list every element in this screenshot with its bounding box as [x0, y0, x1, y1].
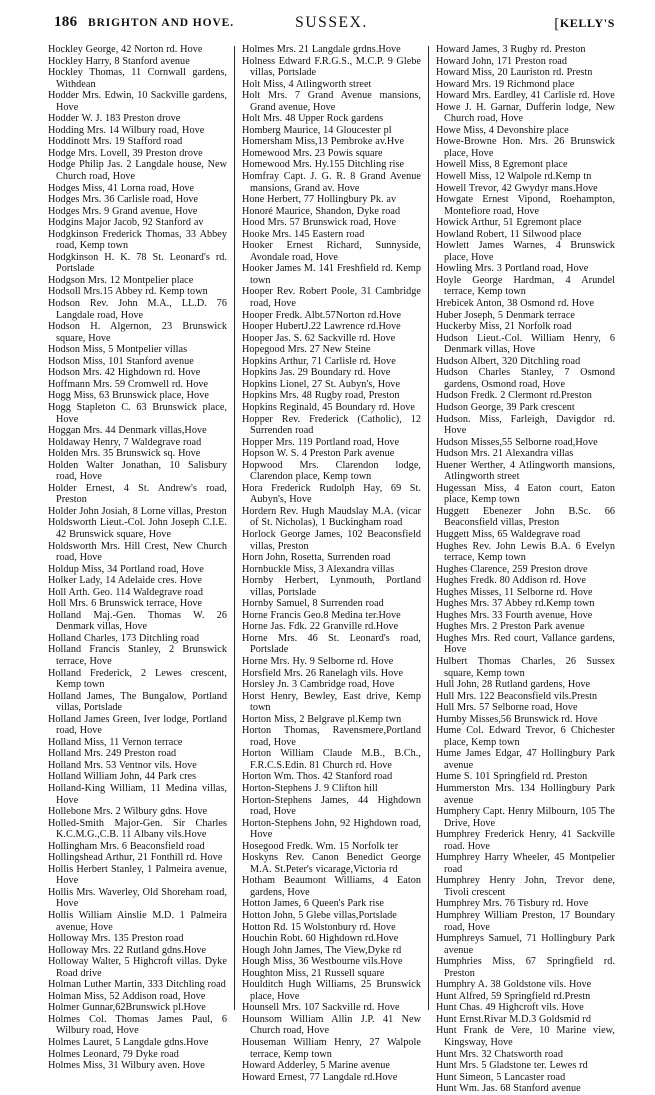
directory-entry: Huggett Ebenezer John B.Sc. 66 Beaconsfield villas, Preston — [436, 505, 615, 529]
directory-column-2 — [242, 44, 421, 1083]
directory-entry: Holt Mrs. 48 Upper Rock gardens — [242, 113, 384, 125]
directory-entry: Hooker Ernest Richard, Sunnyside, Avondale road, Hove — [242, 240, 421, 263]
directory-entry: Hodgins Major Jacob, 92 Stanford av — [48, 217, 204, 229]
directory-entry: Howard John, 171 Preston road — [436, 55, 567, 67]
directory-entry: Holman Miss, 52 Addison road, Hove — [48, 990, 206, 1002]
directory-entry: Hooper Jas. S. 62 Sackville rd. Hove — [242, 332, 396, 344]
directory-entry: Hull Mrs. 57 Selborne road, Hove — [436, 702, 578, 714]
directory-entry: Horton-Stephens John, 92 Highdown road, Hove — [242, 817, 421, 841]
directory-entry: Hudson Albert, 320 Ditchling road — [436, 355, 581, 367]
directory-entry: Hull John, 28 Rutland gardens, Hove — [436, 679, 591, 691]
directory-entry: Holdsworth Lieut.-Col. John Joseph C.I.E. 42 Brunswick square, Hove — [48, 517, 227, 540]
directory-entry: Holland Mrs. 53 Ventnor vils. Hove — [48, 759, 197, 771]
column-divider-2 — [428, 46, 429, 1010]
directory-entry: Huckerby Miss, 21 Norfolk road — [436, 321, 572, 333]
directory-entry: Huener Werther, 4 Atlingworth mansions, Atlingworth street — [436, 459, 615, 483]
directory-entry: Holloway Mrs. 135 Preston road — [48, 933, 184, 945]
directory-entry: Hopkins Mrs. 48 Rugby road, Preston — [242, 390, 400, 402]
directory-entry: Hogg Miss, 63 Brunswick place, Hove — [48, 390, 209, 402]
directory-entry: Hooper Fredk. Albt.57Norton rd.Hove — [242, 309, 402, 321]
directory-entry: Hodding Mrs. 14 Wilbury road, Hove — [48, 124, 205, 136]
directory-entry: Hughes Clarence, 259 Preston drove — [436, 563, 588, 575]
directory-entry: Hume S. 101 Springfield rd. Preston — [436, 771, 588, 783]
directory-entry: Hollis Mrs. Waverley, Old Shoreham road, Hove — [48, 886, 227, 910]
running-head — [48, 14, 615, 38]
directory-entry: Holland Charles, 173 Ditchling road — [48, 632, 200, 644]
directory-entry: Holman Luther Martin, 333 Ditchling road — [48, 979, 226, 991]
directory-entry: Horsfield Mrs. 26 Ranelagh vils. Hove — [242, 667, 404, 679]
directory-entry: Howland Robert, 11 Silwood place — [436, 228, 582, 240]
directory-entry: Hodson H. Algernon, 23 Brunswick square, Hove — [48, 321, 227, 344]
directory-entry: Hughes Rev. John Lewis B.A. 6 Evelyn terrace, Kemp town — [436, 540, 615, 564]
directory-entry: Holloway Walter, 5 Highcroft villas. Dyke Road drive — [48, 956, 227, 979]
directory-entry: Hollingham Mrs. 6 Beaconsfield road — [48, 840, 205, 852]
directory-entry: Homfray Capt. J. G. R. 8 Grand Avenue mansions, Grand av. Hove — [242, 171, 421, 194]
directory-entry: Howlett James Warnes, 4 Brunswick place, Hove — [436, 240, 615, 263]
directory-entry: Hoskyns Rev. Canon Benedict George M.A. St.Peter's vicarage,Victoria rd — [242, 852, 421, 875]
directory-entry: Hornby Herbert, Lynmouth, Portland villas, Portslade — [242, 575, 421, 598]
directory-entry: Hoyle George Hardman, 4 Arundel terrace, Kemp town — [436, 274, 615, 298]
directory-entry: Hume James Edgar, 47 Hollingbury Park avenue — [436, 748, 615, 771]
directory-entry: Hogg Stapleton C. 63 Brunswick place, Hove — [48, 401, 227, 425]
directory-entry: Hughes Misses, 11 Selborne rd. Hove — [436, 586, 593, 598]
directory-entry: Holmes Col. Thomas James Paul, 6 Wilbury road, Hove — [48, 1013, 227, 1037]
directory-entry: Hudson Misses,55 Selborne road,Hove — [436, 436, 598, 448]
page-number: 186 — [54, 14, 78, 30]
directory-entry: Holdup Miss, 34 Portland road, Hove — [48, 563, 204, 575]
directory-entry: Hughes Mrs. 2 Preston Park avenue — [436, 621, 585, 633]
directory-entry: Honoré Maurice, Shandon, Dyke road — [242, 205, 401, 217]
directory-entry: Holland James, The Bungalow, Portland villas, Portslade — [48, 690, 227, 714]
directory-entry: Horsley Jn. 3 Cambridge road, Hove — [242, 679, 395, 691]
directory-entry: Horne Francis Geo.8 Medina ter.Hove — [242, 609, 401, 621]
directory-entry: Hopper Rev. Frederick (Catholic), 12 Surrenden road — [242, 413, 421, 437]
directory-entry: Hodder W. J. 183 Preston drove — [48, 113, 181, 125]
directory-column-3 — [436, 44, 615, 1095]
directory-entry: Howgate Ernest Vipond, Roehampton, Montefiore road, Hove — [436, 194, 615, 217]
directory-entry: Homberg Maurice, 14 Gloucester pl — [242, 124, 392, 136]
directory-entry: Hudson. Miss, Farleigh, Davigdor rd. Hove — [436, 413, 615, 437]
directory-entry: Holker Lady, 14 Adelaide cres. Hove — [48, 575, 202, 587]
directory-entry: Houlditch Hugh Williams, 25 Brunswick place, Hove — [242, 979, 421, 1002]
directory-entry: Hunt Simeon, 5 Lancaster road — [436, 1071, 566, 1083]
directory-entry: Humby Misses,56 Brunswick rd. Hove — [436, 713, 598, 725]
directory-columns — [48, 44, 615, 1095]
directory-entry: Holden Mrs. 35 Brunswick sq. Hove — [48, 448, 201, 460]
directory-entry: Homewood Mrs. Hy.155 Ditchling rise — [242, 159, 405, 171]
directory-entry: Holmer Gunnar,62Brunswick pl.Hove — [48, 1002, 206, 1014]
directory-entry: Horton Wm. Thos. 42 Stanford road — [242, 771, 393, 783]
directory-entry: Holland Frederick, 2 Lewes crescent, Kemp town — [48, 667, 227, 691]
directory-entry: Humphrey Frederick Henry, 41 Sackville road. Hove — [436, 829, 615, 852]
directory-entry: Horne Mrs. 46 St. Leonard's road, Portslade — [242, 632, 421, 656]
directory-entry: Hotham Beaumont Williams, 4 Eaton gardens, Hove — [242, 875, 421, 898]
directory-entry: Horst Henry, Bewley, East drive, Kemp town — [242, 690, 421, 714]
directory-entry: Holmes Mrs. 21 Langdale grdns.Hove — [242, 44, 401, 55]
directory-entry: Howe-Browne Hon. Mrs. 26 Brunswick place, Hove — [436, 136, 615, 159]
directory-entry: Holland-King William, 11 Medina villas, Hove — [48, 783, 227, 806]
directory-entry: Horne Mrs. Hy. 9 Selborne rd. Hove — [242, 655, 394, 667]
directory-entry: Hoggan Mrs. 44 Denmark villas,Hove — [48, 425, 207, 437]
directory-entry: Hounsell Mrs. 107 Sackville rd. Hove — [242, 1002, 400, 1014]
directory-entry: Howell Trevor, 42 Gwydyr mans.Hove — [436, 182, 598, 194]
directory-entry: Holland Miss, 11 Vernon terrace — [48, 736, 183, 748]
directory-entry: Howick Arthur, 51 Egremont place — [436, 217, 582, 229]
directory-entry: Hollis Herbert Stanley, 1 Palmeira avenue, Hove — [48, 863, 227, 887]
directory-entry: Hudson Mrs. 21 Alexandra villas — [436, 448, 574, 460]
directory-entry: Howe Miss, 4 Devonshire place — [436, 124, 569, 136]
directory-entry: Hughes Mrs. 33 Fourth avenue, Hove — [436, 609, 593, 621]
directory-entry: Hornby Samuel, 8 Surrenden road — [242, 598, 384, 610]
directory-entry: Hollis William Ainslie M.D. 1 Palmeira avenue, Hove — [48, 910, 227, 933]
directory-entry: Humphrey William Preston, 17 Boundary road, Hove — [436, 910, 615, 933]
directory-entry: Hopkins Arthur, 71 Carlisle rd. Hove — [242, 355, 396, 367]
directory-entry: Hunt Frank de Vere, 10 Marine view, Kingsway, Hove — [436, 1025, 615, 1049]
directory-entry: Holloway Mrs. 22 Rutland gdns.Hove — [48, 944, 207, 956]
directory-entry: Hopper Mrs. 119 Portland road, Hove — [242, 436, 400, 448]
directory-entry: Holdaway Henry, 7 Waldegrave road — [48, 436, 202, 448]
directory-entry: Hounsom William Allin J.P. 41 New Church road, Hove — [242, 1013, 421, 1037]
directory-entry: Hodges Mrs. 36 Carlisle road, Hove — [48, 194, 199, 206]
directory-entry: Hunt Mrs. 5 Gladstone ter. Lewes rd — [436, 1060, 588, 1072]
directory-column-1 — [48, 44, 227, 1072]
directory-entry: Hodsoll Mrs.15 Abbey rd. Kemp town — [48, 286, 208, 298]
directory-entry: Hodgkinson H. K. 78 St. Leonard's rd. Portslade — [48, 251, 227, 275]
directory-entry: Hunt Alfred, 59 Springfield rd.Prestn — [436, 990, 591, 1002]
directory-entry: Hotton John, 5 Glebe villas,Portslade — [242, 910, 397, 922]
directory-entry: Howard Mrs. 19 Richmond place — [436, 78, 575, 90]
directory-entry: Hume Col. Edward Trevor, 6 Chichester place, Kemp town — [436, 725, 615, 748]
directory-entry: Howe J. H. Garnar, Dufferin lodge, New Church road, Hove — [436, 101, 615, 125]
directory-entry: Hodson Mrs. 42 Highdown rd. Hove — [48, 367, 201, 379]
directory-entry: Hoddinott Mrs. 19 Stafford road — [48, 136, 183, 148]
directory-entry: Hora Frederick Rudolph Hay, 69 St. Aubyn's, Hove — [242, 482, 421, 506]
directory-entry: Hummerston Mrs. 134 Hollingbury Park avenue — [436, 783, 615, 806]
directory-entry: Hopson W. S. 4 Preston Park avenue — [242, 448, 395, 460]
directory-entry: Horton Miss, 2 Belgrave pl.Kemp twn — [242, 713, 402, 725]
directory-entry: Holl Mrs. 6 Brunswick terrace, Hove — [48, 598, 203, 610]
directory-entry: Homersham Miss,13 Pembroke av.Hve — [242, 136, 405, 148]
publisher-name: KELLY'S — [559, 16, 615, 30]
directory-entry: Hollingshead Arthur, 21 Fonthill rd. Hove — [48, 852, 223, 864]
directory-entry: Holder Ernest, 4 St. Andrew's road, Preston — [48, 482, 227, 506]
directory-entry: Horton Thomas, Ravensmere,Portland road, Hove — [242, 725, 421, 748]
running-head-center-title: SUSSEX. — [295, 14, 368, 31]
directory-entry: Horton-Stephens James, 44 Highdown road, Hove — [242, 794, 421, 818]
directory-entry: Hunt Chas. 49 Highcroft vils. Hove — [436, 1002, 584, 1014]
directory-entry: Hopkins Lionel, 27 St. Aubyn's, Hove — [242, 378, 401, 390]
directory-entry: Humphrey Harry Wheeler, 45 Montpelier road — [436, 852, 615, 875]
directory-entry: Hudson Charles Stanley, 7 Osmond gardens, Osmond road, Hove — [436, 367, 615, 390]
directory-entry: Hodges Mrs. 9 Grand avenue, Hove — [48, 205, 198, 217]
directory-entry: Hordern Rev. Hugh Maudslay M.A. (vicar of St. Nicholas), 1 Buckingham road — [242, 505, 421, 529]
directory-entry: Hodgkinson Frederick Thomas, 33 Abbey road, Kemp town — [48, 228, 227, 252]
directory-entry: Hopkins Jas. 29 Boundary rd. Hove — [242, 367, 391, 379]
directory-entry: Holmes Leonard, 79 Dyke road — [48, 1048, 179, 1060]
directory-entry: Hough John James, The View,Dyke rd — [242, 944, 402, 956]
directory-entry: Holt Mrs. 7 Grand Avenue mansions, Grand avenue, Hove — [242, 90, 421, 113]
directory-entry: Horn John, Rosetta, Surrenden road — [242, 552, 391, 564]
directory-entry: Howard Miss, 20 Lauriston rd. Prestn — [436, 67, 593, 79]
directory-entry: Holder John Josiah, 8 Lorne villas, Preston — [48, 505, 227, 517]
directory-entry: Hockley Thomas, 11 Cornwall gardens, Withdean — [48, 67, 227, 90]
directory-entry: Howell Miss, 8 Egremont place — [436, 159, 568, 171]
directory-entry: Horlock George James, 102 Beaconsfield villas, Preston — [242, 528, 421, 552]
directory-entry: Hughes Mrs. Red court, Vallance gardens, Hove — [436, 632, 615, 656]
directory-entry: Hopegood Mrs. 27 New Steine — [242, 344, 371, 356]
directory-entry: Holt Miss, 4 Atlingworth street — [242, 78, 372, 90]
open-bracket: [ — [554, 16, 560, 32]
directory-entry: Horne Jas. Fdk. 22 Granville rd.Hove — [242, 621, 399, 633]
running-head-left-title: BRIGHTON AND HOVE. — [88, 17, 235, 29]
directory-entry: Hooper Rev. Robert Poole, 31 Cambridge road, Hove — [242, 286, 421, 310]
directory-entry: Howard James, 3 Rugby rd. Preston — [436, 44, 586, 55]
directory-entry: Hood Mrs. 57 Brunswick road, Hove — [242, 217, 397, 229]
directory-entry: Hockley George, 42 Norton rd. Hove — [48, 44, 203, 55]
directory-entry: Hodges Miss, 41 Lorna road, Hove — [48, 182, 195, 194]
directory-entry: Hodge Philip Jas. 2 Langdale house, New Church road, Hove — [48, 159, 227, 183]
directory-entry: Humphreys Samuel, 71 Hollingbury Park avenue — [436, 933, 615, 956]
directory-entry: Howard Adderley, 5 Marine avenue — [242, 1060, 390, 1072]
directory-entry: Howell Miss, 12 Walpole rd.Kemp tn — [436, 171, 592, 183]
directory-entry: Holland James Green, Iver lodge, Portland road, Hove — [48, 713, 227, 737]
directory-entry: Hughes Mrs. 37 Abbey rd.Kemp town — [436, 598, 595, 610]
directory-entry: Hull Mrs. 122 Beaconsfield vils.Prestn — [436, 690, 598, 702]
directory-entry: Hodson Rev. John M.A., LL.D. 76 Langdale road, Hove — [48, 298, 227, 321]
directory-entry: Hodgson Mrs. 12 Montpelier place — [48, 274, 194, 286]
directory-entry: Hudson Lieut.-Col. William Henry, 6 Denmark villas, Hove — [436, 332, 615, 356]
directory-entry: Humphrey Mrs. 76 Tisbury rd. Hove — [436, 898, 589, 910]
running-head-right-title — [554, 16, 615, 33]
directory-entry: Hotton James, 6 Queen's Park rise — [242, 898, 384, 910]
directory-entry: Howard Mrs. Eardley, 41 Carlisle rd. Hove — [436, 90, 615, 102]
directory-entry: Houseman William Henry, 27 Walpole terrace, Kemp town — [242, 1037, 421, 1060]
directory-entry: Holland William John, 44 Park cres — [48, 771, 197, 783]
directory-entry: Hunt Mrs. 32 Chatsworth road — [436, 1048, 563, 1060]
directory-entry: Hodge Mrs. Lovell, 39 Preston drove — [48, 147, 203, 159]
directory-entry: Holland Mrs. 249 Preston road — [48, 748, 177, 760]
directory-entry: Holden Walter Jonathan, 10 Salisbury road, Hove — [48, 459, 227, 483]
directory-entry: Hosegood Fredk. Wm. 15 Norfolk ter — [242, 840, 399, 852]
directory-entry: Huggett Miss, 65 Waldegrave road — [436, 528, 581, 540]
column-divider-1 — [234, 46, 235, 1010]
directory-entry: Hollebone Mrs. 2 Wilbury gdns. Hove — [48, 806, 208, 818]
directory-entry: Holmes Lauret, 5 Langdale gdns.Hove — [48, 1037, 209, 1049]
directory-entry: Hodson Miss, 101 Stanford avenue — [48, 355, 194, 367]
directory-entry: Hulbert Thomas Charles, 26 Sussex square, Kemp town — [436, 655, 615, 679]
directory-entry: Howard Ernest, 77 Langdale rd.Hove — [242, 1071, 398, 1083]
directory-entry: Houghton Miss, 21 Russell square — [242, 967, 385, 979]
directory-entry: Hornbuckle Miss, 3 Alexandra villas — [242, 563, 395, 575]
directory-entry: Horton William Claude M.B., B.Ch., F.R.C.S.Edin. 81 Church rd. Hove — [242, 748, 421, 771]
directory-entry: Hough Miss, 36 Westbourne vils.Hove — [242, 956, 403, 968]
directory-entry: Humphery Capt. Henry Milbourn, 105 The Drive, Hove — [436, 806, 615, 829]
directory-entry: Hunt Ernst.Rivar M.D.3 Goldsmid rd — [436, 1013, 592, 1025]
directory-entry: Humphries Miss, 67 Springfield rd. Preston — [436, 956, 615, 979]
directory-entry: Hugessan Miss, 4 Eaton court, Eaton place, Kemp town — [436, 482, 615, 506]
directory-entry: Hockley Harry, 8 Stanford avenue — [48, 55, 190, 67]
directory-entry: Hooke Mrs. 145 Eastern road — [242, 228, 365, 240]
directory-entry: Hodson Miss, 5 Montpelier villas — [48, 344, 188, 356]
directory-entry: Hotton Rd. 15 Wolstonbury rd. Hove — [242, 921, 396, 933]
directory-entry: Hoffmann Mrs. 59 Cromwell rd. Hove — [48, 378, 209, 390]
directory-entry: Holled-Smith Major-Gen. Sir Charles K.C.M.G.,C.B. 11 Albany vils.Hove — [48, 817, 227, 841]
directory-entry: Horton-Stephens J. 9 Clifton hill — [242, 783, 378, 794]
directory-entry: Hopkins Reginald, 45 Boundary rd. Hove — [242, 401, 415, 413]
directory-entry: Hone Herbert, 77 Hollingbury Pk. av — [242, 194, 397, 206]
directory-entry: Holmes Miss, 31 Wilbury aven. Hove — [48, 1060, 205, 1072]
directory-entry: Hooker James M. 141 Freshfield rd. Kemp town — [242, 263, 421, 286]
directory-entry: Houchin Robt. 60 Highdown rd.Hove — [242, 933, 399, 945]
directory-entry: Hughes Fredk. 80 Addison rd. Hove — [436, 575, 587, 587]
directory-entry: Holness Edward F.R.G.S., M.C.P. 9 Glebe villas, Portslade — [242, 55, 421, 79]
directory-entry: Hooper HubertJ.22 Lawrence rd.Hove — [242, 321, 401, 333]
directory-entry: Hudson Fredk. 2 Clermont rd.Preston — [436, 390, 592, 402]
directory-entry: Hrebicek Anton, 38 Osmond rd. Hove — [436, 298, 595, 310]
directory-entry: Hunt Wm. Jas. 68 Stanford avenue — [436, 1083, 581, 1095]
directory-entry: Howling Mrs. 3 Portland road, Hove — [436, 263, 589, 275]
directory-entry: Holl Arth. Geo. 114 Waldegrave road — [48, 586, 203, 598]
directory-entry: Holland Francis Stanley, 2 Brunswick terrace, Hove — [48, 644, 227, 667]
directory-entry: Huber Joseph, 5 Denmark terrace — [436, 309, 575, 321]
directory-entry: Hudson George, 39 Park crescent — [436, 401, 575, 413]
directory-entry: Humphry A. 38 Goldstone vils. Hove — [436, 979, 592, 991]
directory-entry: Holdsworth Mrs. Hill Crest, New Church road, Hove — [48, 540, 227, 564]
directory-entry: Hodder Mrs. Edwin, 10 Sackville gardens, Hove — [48, 90, 227, 113]
directory-entry: Hopwood Mrs. Clarendon lodge, Clarendon place, Kemp town — [242, 459, 421, 483]
directory-entry: Humphrey Henry John, Trevor dene, Tivoli crescent — [436, 875, 615, 898]
directory-entry: Holland Maj.-Gen. Thomas W. 26 Denmark villas, Hove — [48, 609, 227, 633]
directory-entry: Homewood Mrs. 23 Powis square — [242, 147, 383, 159]
